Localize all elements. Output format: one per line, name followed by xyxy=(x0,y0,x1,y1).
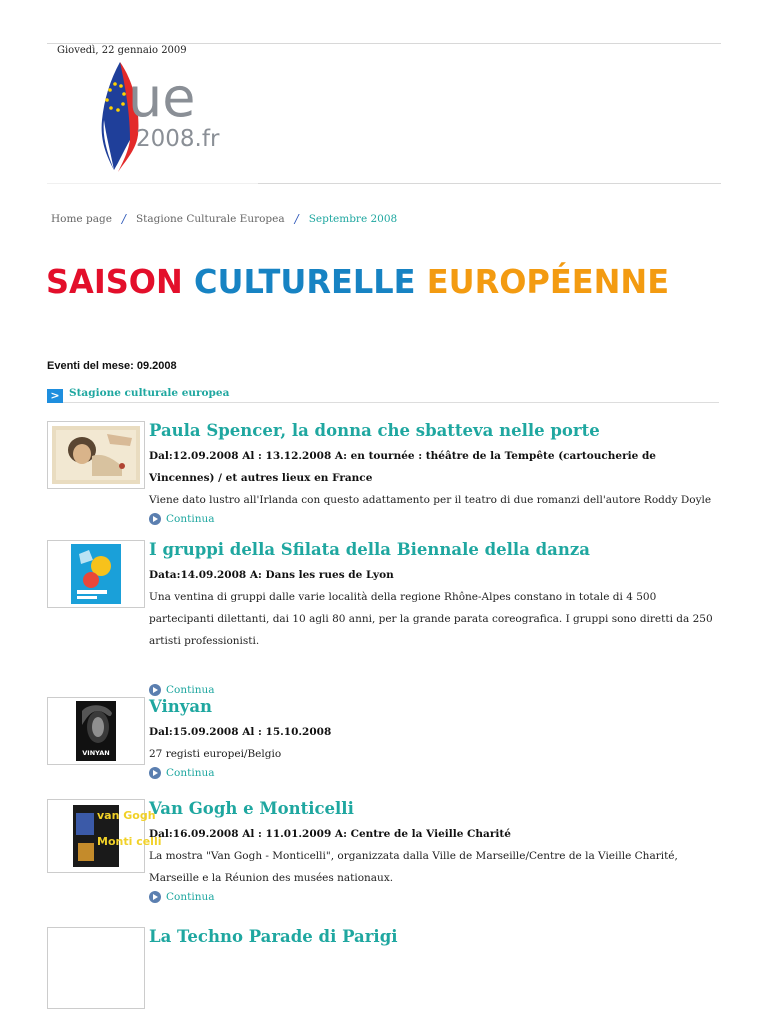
month-heading: Eventi del mese: 09.2008 xyxy=(47,360,177,372)
banner-word-saison: SAISON xyxy=(46,262,183,301)
event-title[interactable]: Paula Spencer, la donna che sbatteva nelle porte xyxy=(149,421,600,440)
event-description: La mostra "Van Gogh - Monticelli", organizzata dalla Ville de Marseille/Centre de la Vieille Charité, Marseille e la Réunion des musées nationaux. xyxy=(149,850,678,884)
header-divider-left xyxy=(47,183,258,184)
top-divider xyxy=(47,43,721,44)
event-image xyxy=(71,544,121,604)
arrow-right-icon: > xyxy=(47,389,63,403)
logo-graphic xyxy=(96,60,220,178)
event-title[interactable]: Vinyan xyxy=(149,697,213,716)
event-thumbnail[interactable] xyxy=(47,540,145,608)
banner-word-culturelle: CULTURELLE xyxy=(193,262,416,301)
play-circle-icon xyxy=(149,684,161,696)
play-circle-icon xyxy=(149,767,161,779)
current-date: Giovedì, 22 gennaio 2009 xyxy=(57,45,187,56)
play-circle-icon xyxy=(149,891,161,903)
continue-link[interactable] xyxy=(149,511,719,527)
continue-link[interactable] xyxy=(149,682,719,698)
poster-text-top: van Gogh xyxy=(97,809,156,822)
continue-label[interactable]: Continua xyxy=(166,513,215,525)
ue2008-logo[interactable] xyxy=(96,60,220,178)
header-divider xyxy=(258,183,721,184)
continue-label[interactable]: Continua xyxy=(166,684,215,696)
continue-label[interactable]: Continua xyxy=(166,891,215,903)
breadcrumb xyxy=(51,212,397,226)
continue-label[interactable]: Continua xyxy=(166,767,215,779)
event-image xyxy=(52,426,140,484)
event-thumbnail[interactable] xyxy=(47,697,145,765)
breadcrumb-section[interactable]: Stagione Culturale Europea xyxy=(135,213,285,225)
event-thumbnail[interactable] xyxy=(47,927,145,1009)
breadcrumb-home[interactable]: Home page xyxy=(51,213,112,225)
banner-word-europeenne: EUROPÉENNE xyxy=(426,262,670,301)
breadcrumb-separator: / xyxy=(121,212,126,226)
breadcrumb-separator: / xyxy=(294,212,299,226)
event-title[interactable]: Van Gogh e Monticelli xyxy=(149,799,354,818)
logo-sub-text: 2008.fr xyxy=(136,126,220,152)
event-title[interactable]: I gruppi della Sfilata della Biennale della danza xyxy=(149,540,590,559)
event-description: Viene dato lustro all'Irlanda con questo adattamento per il teatro di due romanzi dell'autore Roddy Doyle xyxy=(149,494,712,506)
poster-title: VINYAN xyxy=(82,749,110,757)
season-banner xyxy=(46,262,669,301)
breadcrumb-current: Septembre 2008 xyxy=(308,213,398,225)
event-meta: Dal:12.09.2008 Al : 13.12.2008 A: en tournée : théâtre de la Tempête (cartoucherie de Vincennes) / et autres lieux en France xyxy=(149,450,656,484)
event-thumbnail[interactable] xyxy=(47,421,145,489)
event-title[interactable]: La Techno Parade di Parigi xyxy=(149,927,398,946)
event-image xyxy=(76,701,116,761)
spacer xyxy=(149,652,719,682)
event-meta: Dal:16.09.2008 Al : 11.01.2009 A: Centre de la Vieille Charité xyxy=(149,828,511,840)
event-thumbnail[interactable] xyxy=(47,799,162,873)
section-label[interactable]: Stagione culturale europea xyxy=(69,387,230,399)
event-meta: Data:14.09.2008 A: Dans les rues de Lyon xyxy=(149,569,394,581)
event-description: 27 registi europei/Belgio xyxy=(149,748,282,760)
play-circle-icon xyxy=(149,513,161,525)
logo-ue-text: ue xyxy=(128,66,196,129)
event-image xyxy=(73,805,162,867)
event-meta: Dal:15.09.2008 Al : 15.10.2008 xyxy=(149,726,332,738)
poster-text-bottom: Monti celli xyxy=(97,835,162,848)
continue-link[interactable] xyxy=(149,889,719,905)
event-description: Una ventina di gruppi dalle varie località della regione Rhône-Alpes constano in totale di 4 500 partecipanti dilettanti, dai 10 agli 80 anni, per la grande parata coreografica. I gruppi sono diretti da 250 artisti professionisti. xyxy=(149,591,713,647)
continue-link[interactable] xyxy=(149,765,719,781)
section-header xyxy=(47,386,719,403)
